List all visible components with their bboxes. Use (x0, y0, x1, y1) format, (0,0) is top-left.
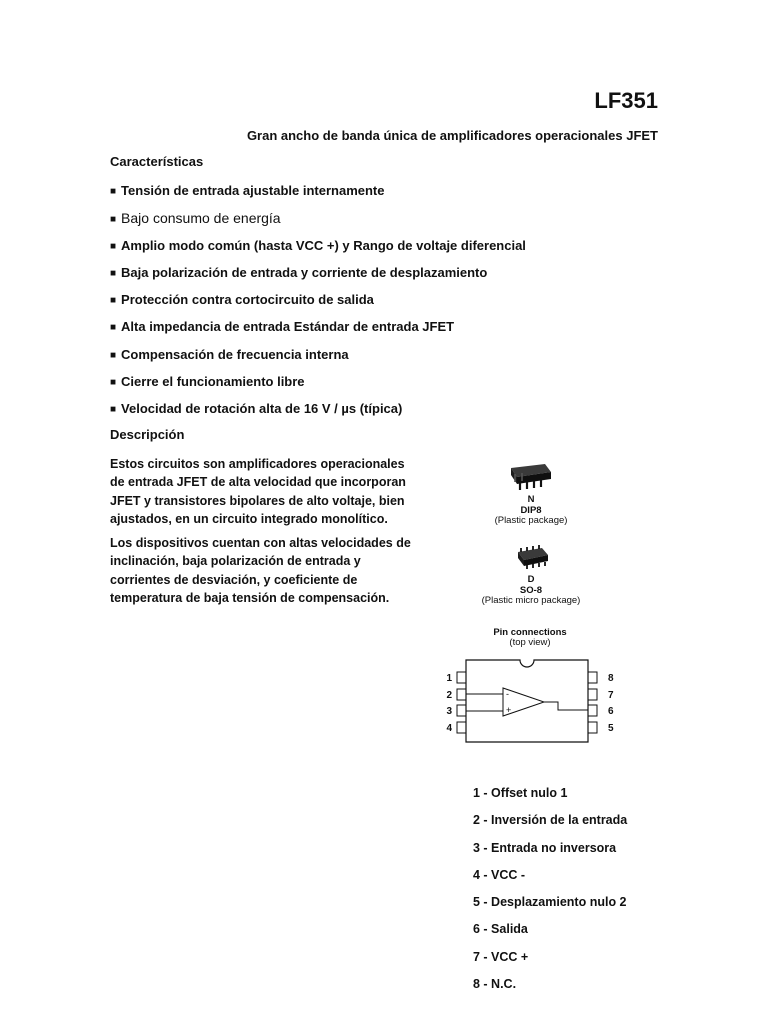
pin-number-2: 2 (446, 690, 452, 701)
pin-description-item: 8 - N.C. (473, 977, 517, 992)
bullet-icon: ■ (110, 295, 117, 307)
description-paragraph-1: Estos circuitos son amplificadores operacionales de entrada JFET de alta velocidad que incorporan JFET y transistores bipolares de alto voltaje, bien ajustados, en un circuito integrado monolítico. (110, 457, 406, 526)
pin-description-item: 5 - Desplazamiento nulo 2 (473, 895, 627, 910)
feature-item: ■ Tensión de entrada ajustable internamente (110, 183, 385, 198)
pin-pad-6 (588, 705, 597, 716)
so8-package-icon (512, 544, 552, 574)
bullet-icon: ■ (110, 322, 117, 334)
features-list (110, 182, 526, 428)
inverting-sign: - (506, 689, 509, 699)
feature-item: ■ Alta impedancia de entrada Estándar de entrada JFET (110, 319, 455, 335)
feature-item: ■ Cierre el funcionamiento libre (110, 374, 305, 390)
dip8-label: N DIP8 (Plastic package) (494, 494, 568, 526)
document-subtitle: Gran ancho de banda única de amplificadores operacionales JFET (246, 128, 658, 143)
features-heading: Características (110, 154, 204, 169)
feature-item: ■ Bajo consumo de energía (110, 210, 281, 227)
pin-number-7: 7 (608, 690, 614, 701)
pin-pad-1 (457, 672, 466, 683)
pin-number-3: 3 (446, 706, 452, 717)
noninverting-sign: + (506, 705, 512, 715)
description-paragraph-2: Los dispositivos cuentan con altas velocidades de inclinación, baja polarización de entrada y corrientes de desviación, y coeficiente de temperatura de baja tensión de compensación. (110, 536, 411, 605)
pin-connections-diagram (440, 650, 630, 750)
pin-connections-title: Pin connections (top view) (493, 627, 567, 648)
bullet-icon: ■ (110, 267, 117, 279)
pin-pad-2 (457, 689, 466, 700)
pin-description-item: 7 - VCC + (473, 949, 529, 964)
pin-pad-7 (588, 689, 597, 700)
description-heading: Descripción (110, 427, 185, 442)
bullet-icon: ■ (110, 404, 117, 416)
feature-item: ■ Amplio modo común (hasta VCC +) y Rango de voltaje diferencial (110, 237, 526, 253)
feature-item: ■ Velocidad de rotación alta de 16 V / µs (típica) (110, 401, 403, 417)
pin-description-item: 1 - Offset nulo 1 (473, 786, 568, 800)
feature-item: ■ Protección contra cortocircuito de salida (110, 292, 374, 308)
document-title: LF351 (594, 88, 658, 113)
pin-number-1: 1 (446, 673, 452, 684)
pin-description-list (473, 784, 627, 1002)
feature-item: ■ Baja polarización de entrada y corriente de desplazamiento (110, 264, 488, 280)
pin-description-item: 4 - VCC - (473, 867, 526, 882)
pin-description-item: 3 - Entrada no inversora (473, 840, 617, 855)
pin-description-item: 2 - Inversión de la entrada (473, 813, 628, 828)
feature-item: ■ Compensación de frecuencia interna (110, 346, 349, 362)
pin-pad-4 (457, 722, 466, 733)
pin-number-8: 8 (608, 673, 614, 684)
pin-number-6: 6 (608, 706, 614, 717)
bullet-icon: ■ (110, 377, 117, 389)
pin-number-5: 5 (608, 723, 614, 734)
bullet-icon: ■ (110, 214, 117, 226)
bullet-icon: ■ (110, 186, 117, 197)
pin-pad-5 (588, 722, 597, 733)
bullet-icon: ■ (110, 240, 117, 252)
pin-number-4: 4 (446, 723, 452, 734)
ic-body-outline (466, 660, 588, 742)
pin-pad-3 (457, 705, 466, 716)
pin-description-item: 6 - Salida (473, 922, 528, 937)
dip8-package-icon (505, 458, 555, 494)
pin-pad-8 (588, 672, 597, 683)
bullet-icon: ■ (110, 349, 117, 361)
so8-label: D SO-8 (Plastic micro package) (481, 574, 581, 606)
